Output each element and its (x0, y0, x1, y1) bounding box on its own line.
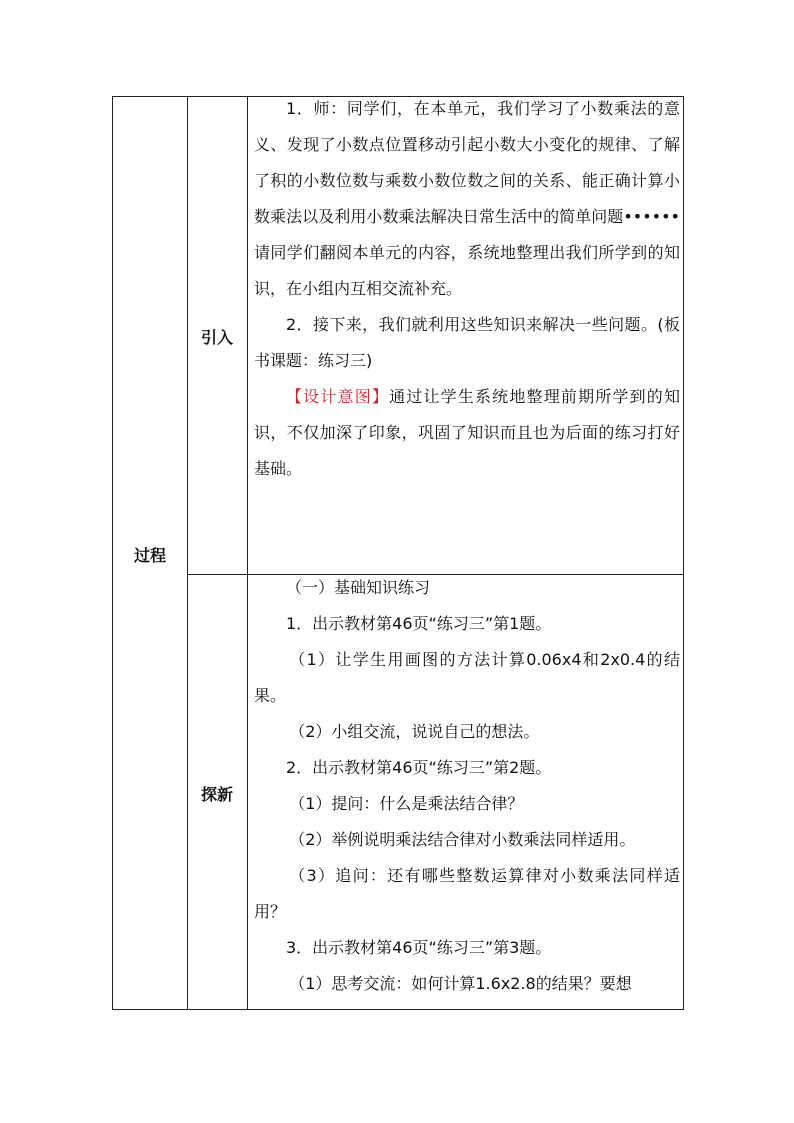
design-intent-paragraph (254, 379, 680, 487)
intro-paragraph-1: 1．师：同学们，在本单元，我们学习了小数乘法的意义、发现了小数点位置移动引起小数大小变化的规律、了解了积的小数位数与乘数小数位数之间的关系、能正确计算小数乘法以及利用小数乘法解决日常生活中的简单问题••••••请同学们翻阅本单元的内容，系统地整理出我们所学到的知识，在小组内互相交流补充。 (254, 99, 680, 298)
intro-label: 引入 (200, 328, 233, 347)
column-divider-2 (247, 97, 248, 1009)
explore-line: （3）追问：还有哪些整数运算律对小数乘法同样适用？ (254, 866, 680, 921)
design-intent-text: 通过让学生系统地整理前期所学到的知识，不仅加深了印象，巩固了知识而且也为后面的练习打好基础。 (254, 387, 680, 478)
explore-line: 3．出示教材第46页“练习三”第3题。 (286, 938, 552, 957)
explore-line: （1）让学生用画图的方法计算0.06x4和2x0.4的结果。 (254, 650, 680, 705)
explore-line: （2）举例说明乘法结合律对小数乘法同样适用。 (289, 830, 636, 849)
explore-content (254, 570, 680, 1002)
explore-line: 1．出示教材第46页“练习三”第1题。 (286, 614, 552, 633)
explore-line: （2）小组交流，说说自己的想法。 (289, 722, 540, 741)
process-label: 过程 (133, 546, 166, 565)
lesson-table (112, 96, 684, 1010)
column-divider-1 (187, 97, 188, 1009)
intro-paragraph-2: 2．接下来，我们就利用这些知识来解决一些问题。(板书课题：练习三) (254, 315, 680, 370)
explore-line: 2．出示教材第46页“练习三”第2题。 (286, 758, 552, 777)
design-intent-tag: 【设计意图】 (286, 387, 390, 406)
explore-label: 探新 (200, 785, 233, 804)
explore-line: （1）思考交流：如何计算1.6x2.8的结果？要想 (289, 974, 632, 993)
intro-content (254, 91, 680, 487)
explore-line: （1）提问：什么是乘法结合律？ (289, 794, 524, 813)
explore-line: （一）基础知识练习 (286, 578, 431, 597)
